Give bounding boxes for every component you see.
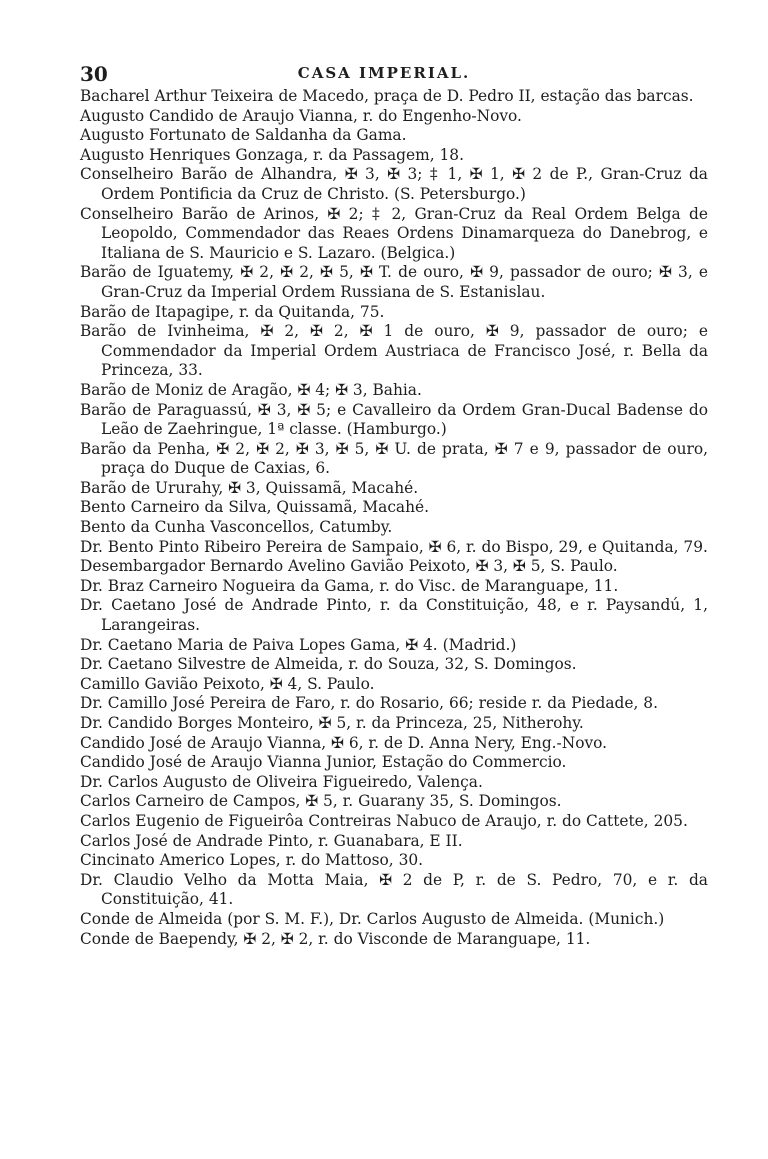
directory-entry: Barão de Itapagipe, r. da Quitanda, 75.: [80, 302, 385, 321]
directory-entry: Augusto Fortunato de Saldanha da Gama.: [80, 126, 407, 145]
directory-entry: Dr. Caetano Maria de Paiva Lopes Gama, ✠ 4. (Madrid.): [80, 635, 517, 654]
directory-entry: Dr. Camillo José Pereira de Faro, r. do Rosario, 66; reside r. da Piedade, 8.: [80, 694, 658, 713]
directory-entry: Carlos José de Andrade Pinto, r. Guanabara, E II.: [80, 831, 463, 850]
directory-entry: Candido José de Araujo Vianna Junior, Estação do Commercio.: [80, 753, 567, 772]
directory-entry: Carlos Eugenio de Figueirôa Contreiras Nabuco de Araujo, r. do Cattete, 205.: [80, 811, 688, 830]
directory-entry: Candido José de Araujo Vianna, ✠ 6, r. de D. Anna Nery, Eng.-Novo.: [80, 733, 608, 752]
directory-entry: Augusto Candido de Araujo Vianna, r. do Engenho-Novo.: [80, 106, 522, 125]
directory-entry: Barão de Iguatemy, ✠ 2, ✠ 2, ✠ 5, ✠ T. de ouro, ✠ 9, passador de ouro; ✠ 3, e Gran-Cruz da Imperial Ordem Russiana de S. Estanislau.: [80, 263, 708, 301]
directory-entry: Dr. Caetano Silvestre de Almeida, r. do Souza, 32, S. Domingos.: [80, 655, 577, 674]
directory-entry: Bento Carneiro da Silva, Quissamã, Macahé.: [80, 498, 430, 517]
directory-entry: Barão de Moniz de Aragão, ✠ 4; ✠ 3, Bahia.: [80, 380, 422, 399]
directory-entry: Camillo Gavião Peixoto, ✠ 4, S. Paulo.: [80, 674, 375, 693]
directory-entry: Conselheiro Barão de Alhandra, ✠ 3, ✠ 3; ‡ 1, ✠ 1, ✠ 2 de P., Gran-Cruz da Ordem Pontificia da Cruz de Christo. (S. Petersburgo.): [80, 165, 708, 203]
directory-entry: Dr. Bento Pinto Ribeiro Pereira de Sampaio, ✠ 6, r. do Bispo, 29, e Quitanda, 79.: [80, 537, 708, 556]
directory-entry: Barão da Penha, ✠ 2, ✠ 2, ✠ 3, ✠ 5, ✠ U. de prata, ✠ 7 e 9, passador de ouro, praça do Duque de Caxias, 6.: [80, 439, 708, 478]
directory-entry: Dr. Candido Borges Monteiro, ✠ 5, r. da Princeza, 25, Nitherohy.: [80, 714, 584, 732]
directory-entry: Bacharel Arthur Teixeira de Macedo, praça de D. Pedro II, estação das barcas.: [80, 87, 694, 105]
running-title: CASA IMPERIAL.: [297, 64, 471, 82]
directory-entries: [80, 87, 708, 949]
running-header: [0, 62, 768, 88]
directory-entry: Dr. Claudio Velho da Motta Maia, ✠ 2 de P, r. de S. Pedro, 70, e r. da Constituição, 41.: [80, 870, 708, 909]
directory-entry: Barão de Ururahy, ✠ 3, Quissamã, Macahé.: [80, 478, 419, 497]
page-number: 30: [80, 62, 108, 86]
directory-entry: Conselheiro Barão de Arinos, ✠ 2; ‡ 2, Gran-Cruz da Real Ordem Belga de Leopoldo, Commendador das Reaes Ordens Dinamarqueza do Danebrog, e Italiana de S. Mauricio e S. Lazaro. (Belgica.): [80, 204, 708, 262]
directory-entry: Barão de Paraguassú, ✠ 3, ✠ 5; e Cavalleiro da Ordem Gran-Ducal Badense do Leão de Zaehringue, 1ª classe. (Hamburgo.): [80, 400, 708, 439]
directory-entry: Dr. Braz Carneiro Nogueira da Gama, r. do Visc. de Maranguape, 11.: [80, 576, 619, 595]
directory-entry: Barão de Ivinheima, ✠ 2, ✠ 2, ✠ 1 de ouro, ✠ 9, passador de ouro; e Commendador da Imperial Ordem Austriaca de Francisco José, r. Bella da Princeza, 33.: [80, 322, 708, 380]
directory-entry: Bento da Cunha Vasconcellos, Catumby.: [80, 518, 393, 537]
directory-entry: Desembargador Bernardo Avelino Gavião Peixoto, ✠ 3, ✠ 5, S. Paulo.: [80, 557, 618, 576]
directory-entry: Cincinato Americo Lopes, r. do Mattoso, 30.: [80, 851, 424, 870]
directory-entry: Conde de Baependy, ✠ 2, ✠ 2, r. do Visconde de Maranguape, 11.: [80, 929, 591, 948]
directory-entry: Carlos Carneiro de Campos, ✠ 5, r. Guarany 35, S. Domingos.: [80, 792, 562, 811]
directory-entry: Conde de Almeida (por S. M. F.), Dr. Carlos Augusto de Almeida. (Munich.): [80, 909, 665, 928]
directory-entry: Augusto Henriques Gonzaga, r. da Passagem, 18.: [80, 145, 464, 164]
directory-entry: Dr. Caetano José de Andrade Pinto, r. da Constituição, 48, e r. Paysandú, 1, Larangeiras.: [80, 596, 708, 635]
directory-entry: Dr. Carlos Augusto de Oliveira Figueiredo, Valença.: [80, 772, 483, 791]
